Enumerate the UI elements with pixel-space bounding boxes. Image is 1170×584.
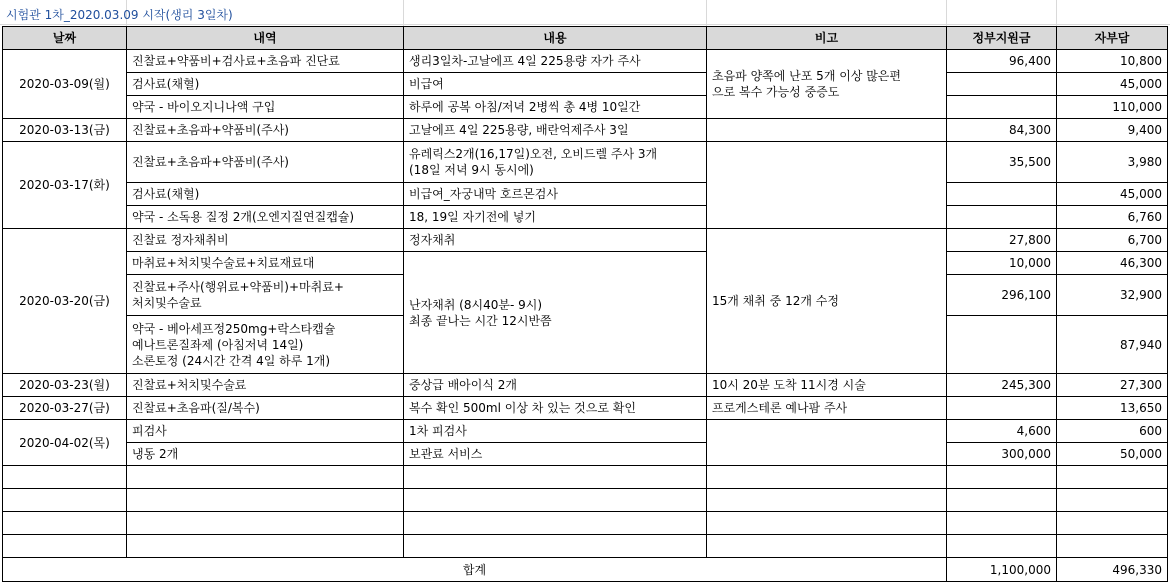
table-row [3,229,1168,252]
empty-cell[interactable] [127,512,404,535]
empty-cell[interactable] [1057,512,1168,535]
content-cell[interactable]: 중상급 배아이식 2개 [404,374,707,397]
empty-cell[interactable] [947,466,1057,489]
sheet-title: 시험관 1차_2020.03.09 시작(생리 3일차) [6,8,233,22]
item-cell[interactable]: 진찰료+초음파+약품비(주사) [127,119,404,142]
self-cell[interactable]: 50,000 [1057,443,1168,466]
item-cell[interactable]: 진찰료+약품비+검사료+초음파 진단료 [127,50,404,73]
empty-cell[interactable] [707,466,947,489]
item-cell[interactable]: 진찰료 정자채취비 [127,229,404,252]
empty-cell[interactable] [404,535,707,558]
empty-cell[interactable] [3,489,127,512]
note-line: 초음파 양쪽에 난포 5개 이상 많은편 [712,69,901,83]
content-line: 유레릭스2개(16,17일)오전, 오비드렐 주사 3개 [409,147,658,161]
self-cell[interactable]: 3,980 [1057,142,1168,183]
table-row [3,420,1168,443]
note-cell[interactable]: 프로게스테론 예나팜 주사 [707,397,947,420]
empty-cell[interactable] [404,466,707,489]
header-date[interactable]: 날짜 [3,27,127,50]
item-cell[interactable] [127,275,404,316]
table-row [3,73,1168,96]
content-cell[interactable]: 정자채취 [404,229,707,252]
header-note[interactable]: 비고 [707,27,947,50]
self-cell[interactable]: 600 [1057,420,1168,443]
item-cell[interactable]: 피검사 [127,420,404,443]
empty-cell[interactable] [947,535,1057,558]
date-cell[interactable]: 2020-03-20(금) [3,229,127,374]
gov-cell[interactable]: 27,800 [947,229,1057,252]
empty-row [3,489,1168,512]
note-line: 으로 복수 가능성 중증도 [712,85,840,99]
empty-cell[interactable] [1057,466,1168,489]
item-cell[interactable]: 진찰료+초음파+약품비(주사) [127,142,404,183]
empty-cell[interactable] [707,535,947,558]
table-row [3,397,1168,420]
gov-cell[interactable]: 96,400 [947,50,1057,73]
expense-table [2,26,1168,582]
header-content[interactable]: 내용 [404,27,707,50]
item-line: 처치및수술료 [132,296,202,310]
empty-cell[interactable] [3,535,127,558]
header-gov[interactable]: 정부지원금 [947,27,1057,50]
date-cell[interactable]: 2020-03-09(월) [3,50,127,119]
self-cell[interactable]: 45,000 [1057,183,1168,206]
empty-cell[interactable] [3,466,127,489]
item-cell[interactable]: 검사료(채혈) [127,183,404,206]
self-cell[interactable]: 45,000 [1057,73,1168,96]
content-cell[interactable]: 복수 확인 500ml 이상 차 있는 것으로 확인 [404,397,707,420]
table-row [3,252,1168,275]
self-cell[interactable]: 87,940 [1057,316,1168,374]
empty-row [3,512,1168,535]
empty-row [3,535,1168,558]
item-cell[interactable]: 약국 - 바이오지니나액 구입 [127,96,404,119]
item-line: 약국 - 베아세프정250mg+락스타캡슐 [132,321,336,336]
total-label[interactable]: 합계 [3,558,947,582]
self-cell[interactable]: 9,400 [1057,119,1168,142]
item-cell[interactable]: 검사료(채혈) [127,73,404,96]
self-cell[interactable]: 6,760 [1057,206,1168,229]
self-cell[interactable]: 46,300 [1057,252,1168,275]
empty-cell[interactable] [127,489,404,512]
gov-cell[interactable]: 35,500 [947,142,1057,183]
empty-cell[interactable] [127,466,404,489]
item-line: 예나트론질좌제 (아침저녁 14일) [132,337,304,352]
gridline [0,24,1170,25]
gov-cell[interactable] [947,73,1057,96]
content-cell[interactable]: 보관료 서비스 [404,443,707,466]
gov-cell[interactable]: 10,000 [947,252,1057,275]
content-cell[interactable]: 비급여_자궁내막 호르몬검사 [404,183,707,206]
gov-cell[interactable]: 84,300 [947,119,1057,142]
item-cell[interactable]: 약국 - 소독용 질정 2개(오엔지질연질캡슐) [127,206,404,229]
note-cell[interactable] [707,142,947,229]
gov-cell[interactable] [947,397,1057,420]
table-row [3,119,1168,142]
item-line: 진찰료+주사(행위료+약품비)+마취료+ [132,280,344,294]
empty-cell[interactable] [707,489,947,512]
item-line: 소론토정 (24시간 간격 4일 하루 1개) [132,353,331,368]
date-cell[interactable]: 2020-03-17(화) [3,142,127,229]
total-row [3,558,1168,582]
gov-cell[interactable]: 4,600 [947,420,1057,443]
table-row [3,96,1168,119]
note-cell[interactable] [707,50,947,119]
self-cell[interactable]: 10,800 [1057,50,1168,73]
content-cell[interactable]: 생리3일차-고날에프 4일 225용량 자가 주사 [404,50,707,73]
gov-cell[interactable]: 296,100 [947,275,1057,316]
content-line: 난자채취 (8시40분- 9시) [409,297,543,312]
note-cell[interactable]: 15개 채취 중 12개 수정 [707,229,947,374]
content-cell[interactable]: 비급여 [404,73,707,96]
table-row [3,142,1168,183]
empty-row [3,466,1168,489]
content-cell[interactable]: 18, 19일 자기전에 넣기 [404,206,707,229]
header-item[interactable]: 내역 [127,27,404,50]
self-cell[interactable]: 32,900 [1057,275,1168,316]
content-line: (18일 저녁 9시 동시에) [409,163,534,177]
empty-cell[interactable] [1057,489,1168,512]
table-row [3,206,1168,229]
gov-cell[interactable]: 245,300 [947,374,1057,397]
total-self[interactable]: 496,330 [1057,558,1168,582]
sheet-title-row[interactable] [0,0,1170,24]
item-cell[interactable]: 진찰료+초음파(질/복수) [127,397,404,420]
date-cell[interactable]: 2020-03-23(월) [3,374,127,397]
content-line: 최종 끝나는 시간 12시반쯤 [409,313,552,328]
item-cell[interactable]: 냉동 2개 [127,443,404,466]
date-cell[interactable]: 2020-04-02(목) [3,420,127,466]
item-cell[interactable]: 마취료+처치및수술료+치료재료대 [127,252,404,275]
item-cell[interactable]: 진찰료+처치및수술료 [127,374,404,397]
table-row [3,443,1168,466]
self-cell[interactable]: 27,300 [1057,374,1168,397]
table-row [3,50,1168,73]
gov-cell[interactable] [947,206,1057,229]
item-cell[interactable] [127,316,404,374]
content-cell[interactable]: 고날에프 4일 225용량, 배란억제주사 3일 [404,119,707,142]
empty-cell[interactable] [127,535,404,558]
note-cell[interactable] [707,420,947,466]
header-row [3,27,1168,50]
self-cell[interactable]: 13,650 [1057,397,1168,420]
gov-cell[interactable] [947,96,1057,119]
note-cell[interactable]: 10시 20분 도착 11시경 시술 [707,374,947,397]
table-row [3,374,1168,397]
self-cell[interactable]: 6,700 [1057,229,1168,252]
content-cell[interactable] [404,252,707,374]
empty-cell[interactable] [707,512,947,535]
gov-cell[interactable] [947,183,1057,206]
date-cell[interactable]: 2020-03-13(금) [3,119,127,142]
gov-cell[interactable] [947,316,1057,374]
self-cell[interactable]: 110,000 [1057,96,1168,119]
content-cell[interactable] [404,142,707,183]
empty-cell[interactable] [404,512,707,535]
empty-cell[interactable] [947,512,1057,535]
empty-cell[interactable] [3,512,127,535]
empty-cell[interactable] [947,489,1057,512]
total-gov[interactable]: 1,100,000 [947,558,1057,582]
date-cell[interactable]: 2020-03-27(금) [3,397,127,420]
content-cell[interactable]: 1차 피검사 [404,420,707,443]
note-cell[interactable] [707,119,947,142]
empty-cell[interactable] [404,489,707,512]
header-self[interactable]: 자부담 [1057,27,1168,50]
table-row [3,183,1168,206]
empty-cell[interactable] [1057,535,1168,558]
gov-cell[interactable]: 300,000 [947,443,1057,466]
content-cell[interactable]: 하루에 공복 아침/저녁 2병씩 총 4병 10일간 [404,96,707,119]
